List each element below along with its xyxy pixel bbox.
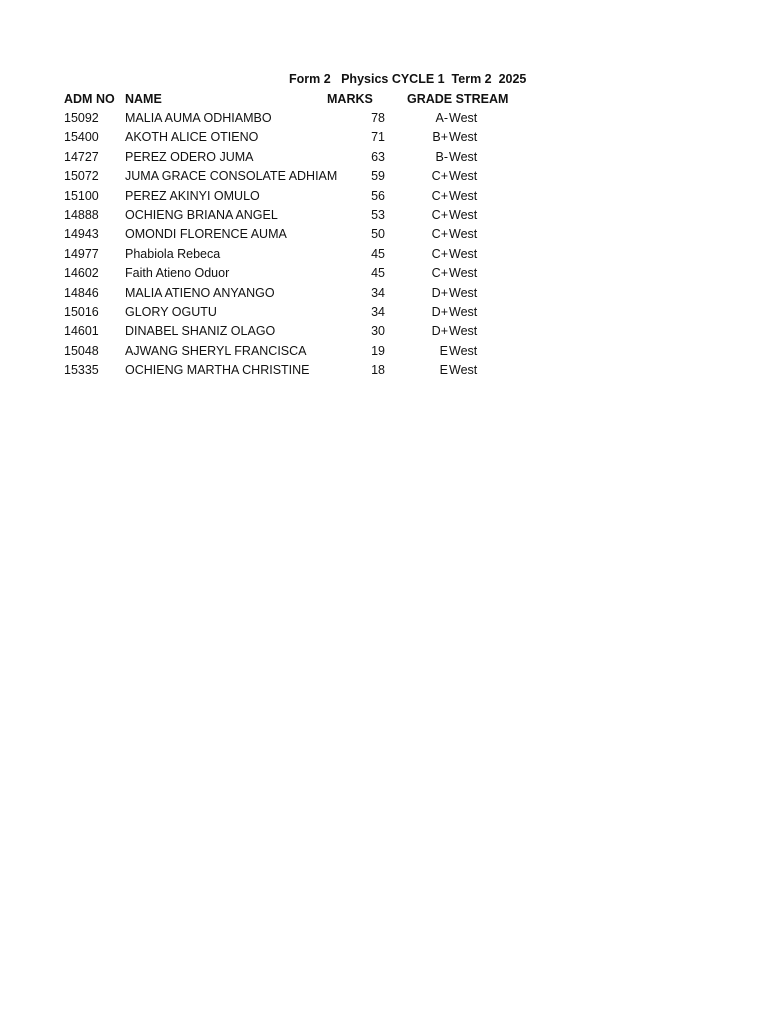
cell-marks: 34 <box>371 285 385 300</box>
table-row <box>0 110 768 129</box>
table-row <box>0 362 768 381</box>
cell-stream: West <box>449 149 478 164</box>
cell-name: GLORY OGUTU <box>125 304 217 319</box>
cell-marks: 19 <box>371 343 385 358</box>
table-row <box>0 323 768 342</box>
cell-adm-no: 15100 <box>64 188 99 203</box>
cell-marks: 56 <box>371 188 385 203</box>
cell-stream: West <box>449 130 478 145</box>
table-row <box>0 207 768 226</box>
cell-marks: 78 <box>371 111 385 125</box>
header-name: NAME <box>125 92 162 106</box>
cell-grade: D+ <box>431 285 448 300</box>
header-grade-stream: GRADE STREAM <box>407 92 509 106</box>
cell-grade: C+ <box>431 207 448 222</box>
cell-grade: C+ <box>431 188 448 203</box>
cell-name: OCHIENG MARTHA CHRISTINE <box>125 363 310 378</box>
cell-stream: West <box>449 111 478 125</box>
cell-adm-no: 15092 <box>64 111 99 125</box>
cell-adm-no: 15335 <box>64 363 99 378</box>
cell-marks: 45 <box>371 246 385 261</box>
cell-grade: C+ <box>431 227 448 242</box>
cell-stream: West <box>449 266 478 281</box>
cell-adm-no: 14846 <box>64 285 99 300</box>
cell-grade: C+ <box>431 266 448 281</box>
table-row <box>0 343 768 362</box>
cell-name: MALIA ATIENO ANYANGO <box>125 285 275 300</box>
cell-adm-no: 15048 <box>64 343 99 358</box>
cell-stream: West <box>449 188 478 203</box>
cell-name: AJWANG SHERYL FRANCISCA <box>125 343 307 358</box>
cell-grade: B+ <box>432 130 448 145</box>
cell-stream: West <box>449 324 478 339</box>
cell-name: DINABEL SHANIZ OLAGO <box>125 324 276 339</box>
cell-grade: A- <box>435 111 448 125</box>
cell-marks: 45 <box>371 266 385 281</box>
table-row <box>0 168 768 187</box>
cell-name: OCHIENG BRIANA ANGEL <box>125 207 278 222</box>
cell-adm-no: 15016 <box>64 304 99 319</box>
cell-adm-no: 14602 <box>64 266 99 281</box>
cell-name: PEREZ ODERO JUMA <box>125 149 254 164</box>
cell-grade: C+ <box>431 246 448 261</box>
header-marks: MARKS <box>327 92 373 106</box>
cell-grade: E <box>439 343 448 358</box>
cell-marks: 63 <box>371 149 385 164</box>
cell-marks: 30 <box>371 324 385 339</box>
cell-marks: 18 <box>371 363 385 378</box>
cell-name: PEREZ AKINYI OMULO <box>125 188 260 203</box>
table-row <box>0 149 768 168</box>
cell-adm-no: 15072 <box>64 169 99 184</box>
table-row <box>0 129 768 148</box>
cell-stream: West <box>449 285 478 300</box>
table-row <box>0 226 768 245</box>
cell-grade: B- <box>435 149 448 164</box>
table-row <box>0 304 768 323</box>
cell-adm-no: 14601 <box>64 324 99 339</box>
cell-grade: E <box>439 363 448 378</box>
cell-grade: D+ <box>431 324 448 339</box>
table-row <box>0 285 768 304</box>
sheet-title: Form 2 Physics CYCLE 1 Term 2 2025 <box>289 72 527 86</box>
cell-stream: West <box>449 169 478 184</box>
cell-marks: 59 <box>371 169 385 184</box>
cell-name: OMONDI FLORENCE AUMA <box>125 227 287 242</box>
cell-grade: C+ <box>431 169 448 184</box>
cell-stream: West <box>449 227 478 242</box>
header-adm-no: ADM NO <box>64 92 115 106</box>
cell-marks: 53 <box>371 207 385 222</box>
results-table-body <box>0 110 768 381</box>
cell-adm-no: 14943 <box>64 227 99 242</box>
table-row <box>0 188 768 207</box>
cell-adm-no: 14977 <box>64 246 99 261</box>
cell-marks: 71 <box>371 130 385 145</box>
cell-stream: West <box>449 343 478 358</box>
cell-name: Phabiola Rebeca <box>125 246 221 261</box>
cell-marks: 34 <box>371 304 385 319</box>
table-row <box>0 246 768 265</box>
cell-stream: West <box>449 207 478 222</box>
cell-marks: 50 <box>371 227 385 242</box>
cell-grade: D+ <box>431 304 448 319</box>
cell-stream: West <box>449 304 478 319</box>
cell-stream: West <box>449 363 478 378</box>
cell-name: MALIA AUMA ODHIAMBO <box>125 111 272 125</box>
table-row <box>0 265 768 284</box>
cell-adm-no: 15400 <box>64 130 99 145</box>
cell-name: AKOTH ALICE OTIENO <box>125 130 259 145</box>
cell-stream: West <box>449 246 478 261</box>
cell-name: Faith Atieno Oduor <box>125 266 230 281</box>
cell-adm-no: 14888 <box>64 207 99 222</box>
cell-adm-no: 14727 <box>64 149 99 164</box>
cell-name: JUMA GRACE CONSOLATE ADHIAM <box>125 169 338 184</box>
